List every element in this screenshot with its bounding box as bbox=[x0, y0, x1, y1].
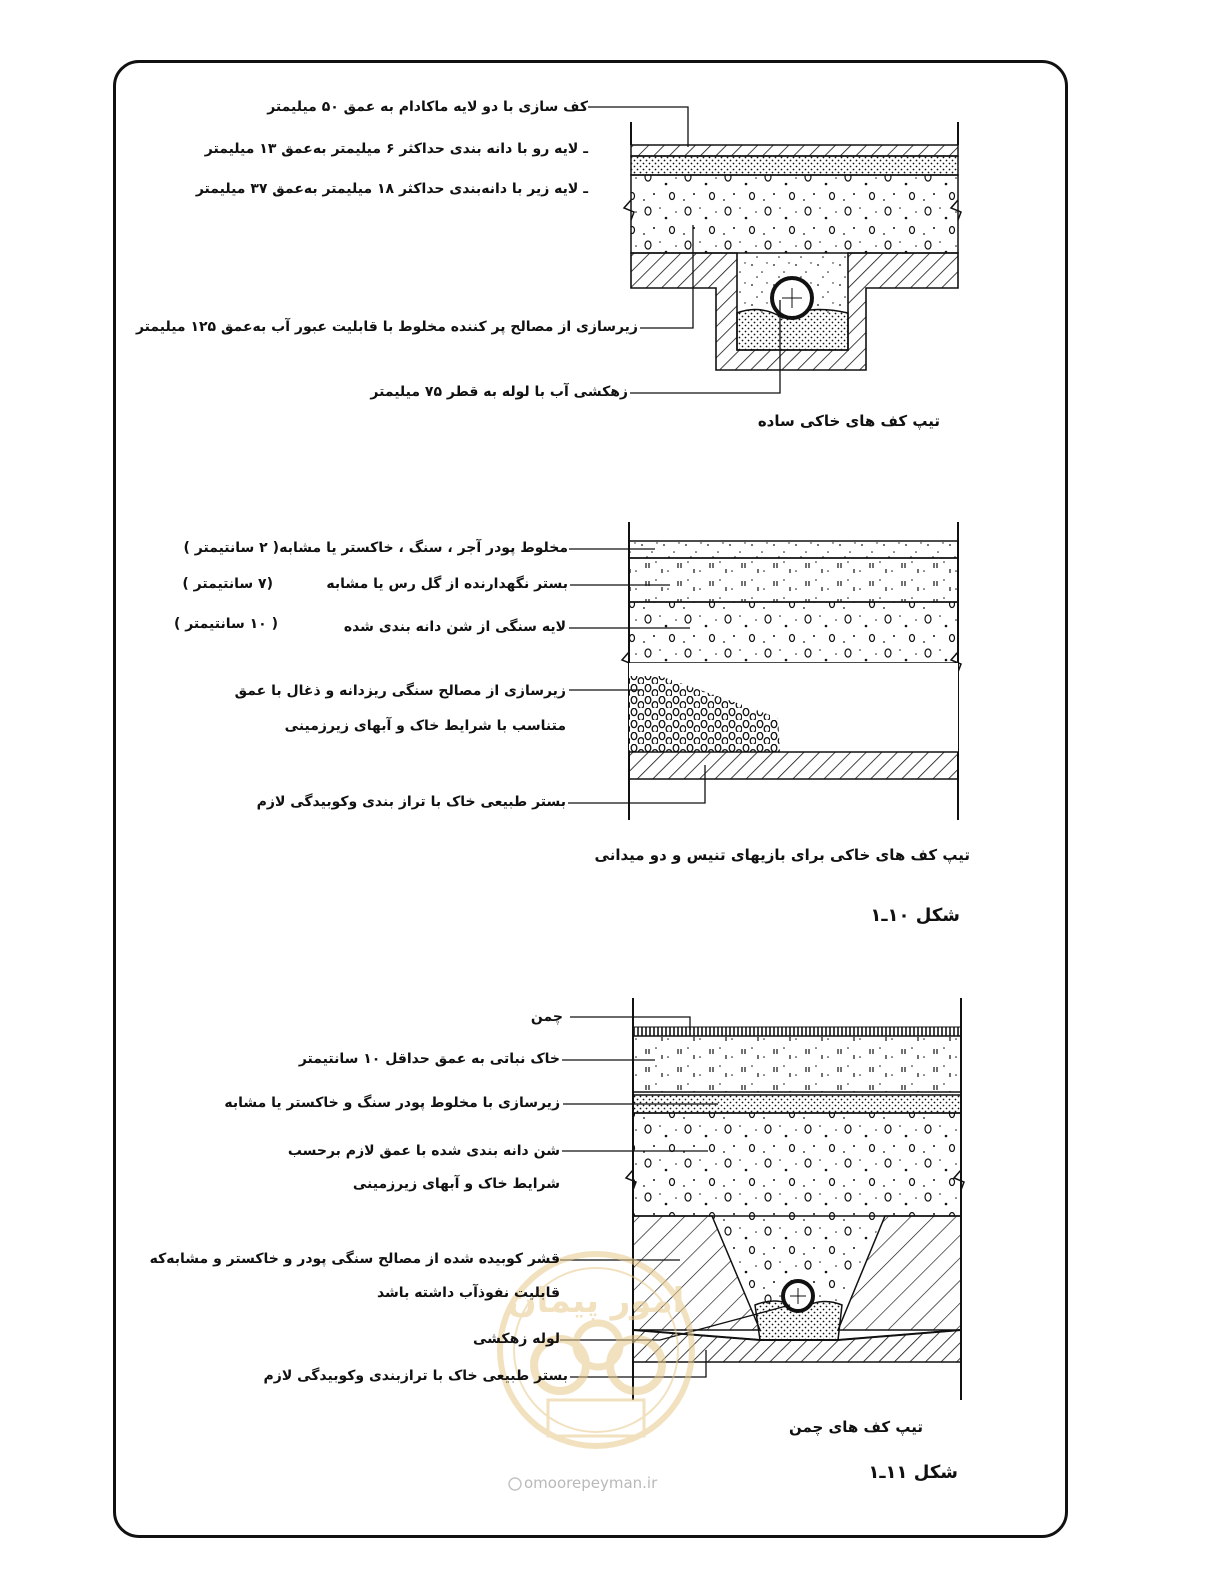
section1-drawing bbox=[624, 122, 961, 370]
label-natural-ground-lawn: بستر طبیعی خاک با ترازبندی وکوبیدگی لازم bbox=[263, 1368, 568, 1384]
label-natural-ground: بستر طبیعی خاک با تراز بندی وکوبیدگی لازم bbox=[256, 794, 566, 810]
label-graded-gravel-line1: شن دانه بندی شده با عمق لازم برحسب bbox=[287, 1143, 560, 1159]
label-bottom-layer: ـ لایه زیر با دانه‌بندی حداکثر ۱۸ میلیمتر به‌عمق ۳۷ میلیمتر bbox=[195, 181, 588, 197]
watermark-url: omoorepeyman.ir bbox=[524, 1474, 658, 1492]
section2-drawing bbox=[622, 522, 961, 820]
label-brick-mix: مخلوط پودر آجر ، سنگ ، خاکستر یا مشابه bbox=[279, 540, 568, 556]
label-topsoil: خاک نباتی به عمق حداقل ۱۰ سانتیمتر bbox=[298, 1051, 560, 1067]
dim-clay-bed: (۷ سانتیمتر ) bbox=[182, 576, 273, 592]
label-compacted-crust-line1: قشر کوبیده شده از مصالح سنگی پودر و خاکستر و مشابه‌که bbox=[149, 1251, 560, 1267]
label-subbase: زیرسازی از مصالح پر کننده مخلوط با قابلیت عبور آب به‌عمق ۱۲۵ میلیمتر bbox=[135, 319, 638, 335]
globe-icon bbox=[509, 1478, 521, 1490]
figure-number-1-11: شکل ۱۱ـ۱ bbox=[868, 1462, 958, 1483]
figure-number-1-10: شکل ۱۰ـ۱ bbox=[870, 905, 960, 926]
label-stone-powder-subbase: زیرسازی با مخلوط پودر سنگ و خاکستر یا مشابه bbox=[224, 1095, 560, 1111]
label-compacted-crust-line2: قابلیت نفوذآب داشته باشد bbox=[376, 1285, 560, 1301]
watermark-logo-text: امور پیمان bbox=[507, 1281, 685, 1321]
caption-tennis-track-floor: تیپ کف های خاکی برای بازیهای تنیس و دو میدانی bbox=[594, 846, 970, 864]
label-subbase-line2: متناسب با شرایط خاک و آبهای زیرزمینی bbox=[284, 718, 566, 734]
label-top-layer: ـ لایه رو با دانه بندی حداکثر ۶ میلیمتر به‌عمق ۱۳ میلیمتر bbox=[204, 141, 588, 157]
label-graded-gravel-line2: شرایط خاک و آبهای زیرزمینی bbox=[352, 1176, 560, 1192]
label-subbase-line1: زیرسازی از مصالح سنگی ریزدانه و ذغال با عمق bbox=[234, 683, 566, 699]
caption-simple-earth-floor: تیپ کف های خاکی ساده bbox=[757, 412, 940, 430]
label-grass: چمن bbox=[530, 1009, 563, 1025]
dim-stone-layer: ( ۱۰ سانتیمتر ) bbox=[173, 616, 278, 632]
dim-brick-mix: ( ۲ سانتیمتر ) bbox=[183, 540, 279, 556]
label-drain: زهکشی آب با لوله به قطر ۷۵ میلیمتر bbox=[370, 384, 628, 400]
label-stone-layer: لایه سنگی از شن دانه بندی شده bbox=[343, 619, 566, 635]
label-clay-bed: بستر نگهدارنده از گل رس یا مشابه bbox=[326, 576, 568, 592]
label-drain-pipe: لوله زهکشی bbox=[473, 1331, 560, 1347]
caption-lawn-floor: تیپ کف های چمن bbox=[788, 1418, 923, 1436]
label-paving: کف سازی با دو لایه ماکادام به عمق ۵۰ میلیمتر bbox=[267, 99, 588, 115]
